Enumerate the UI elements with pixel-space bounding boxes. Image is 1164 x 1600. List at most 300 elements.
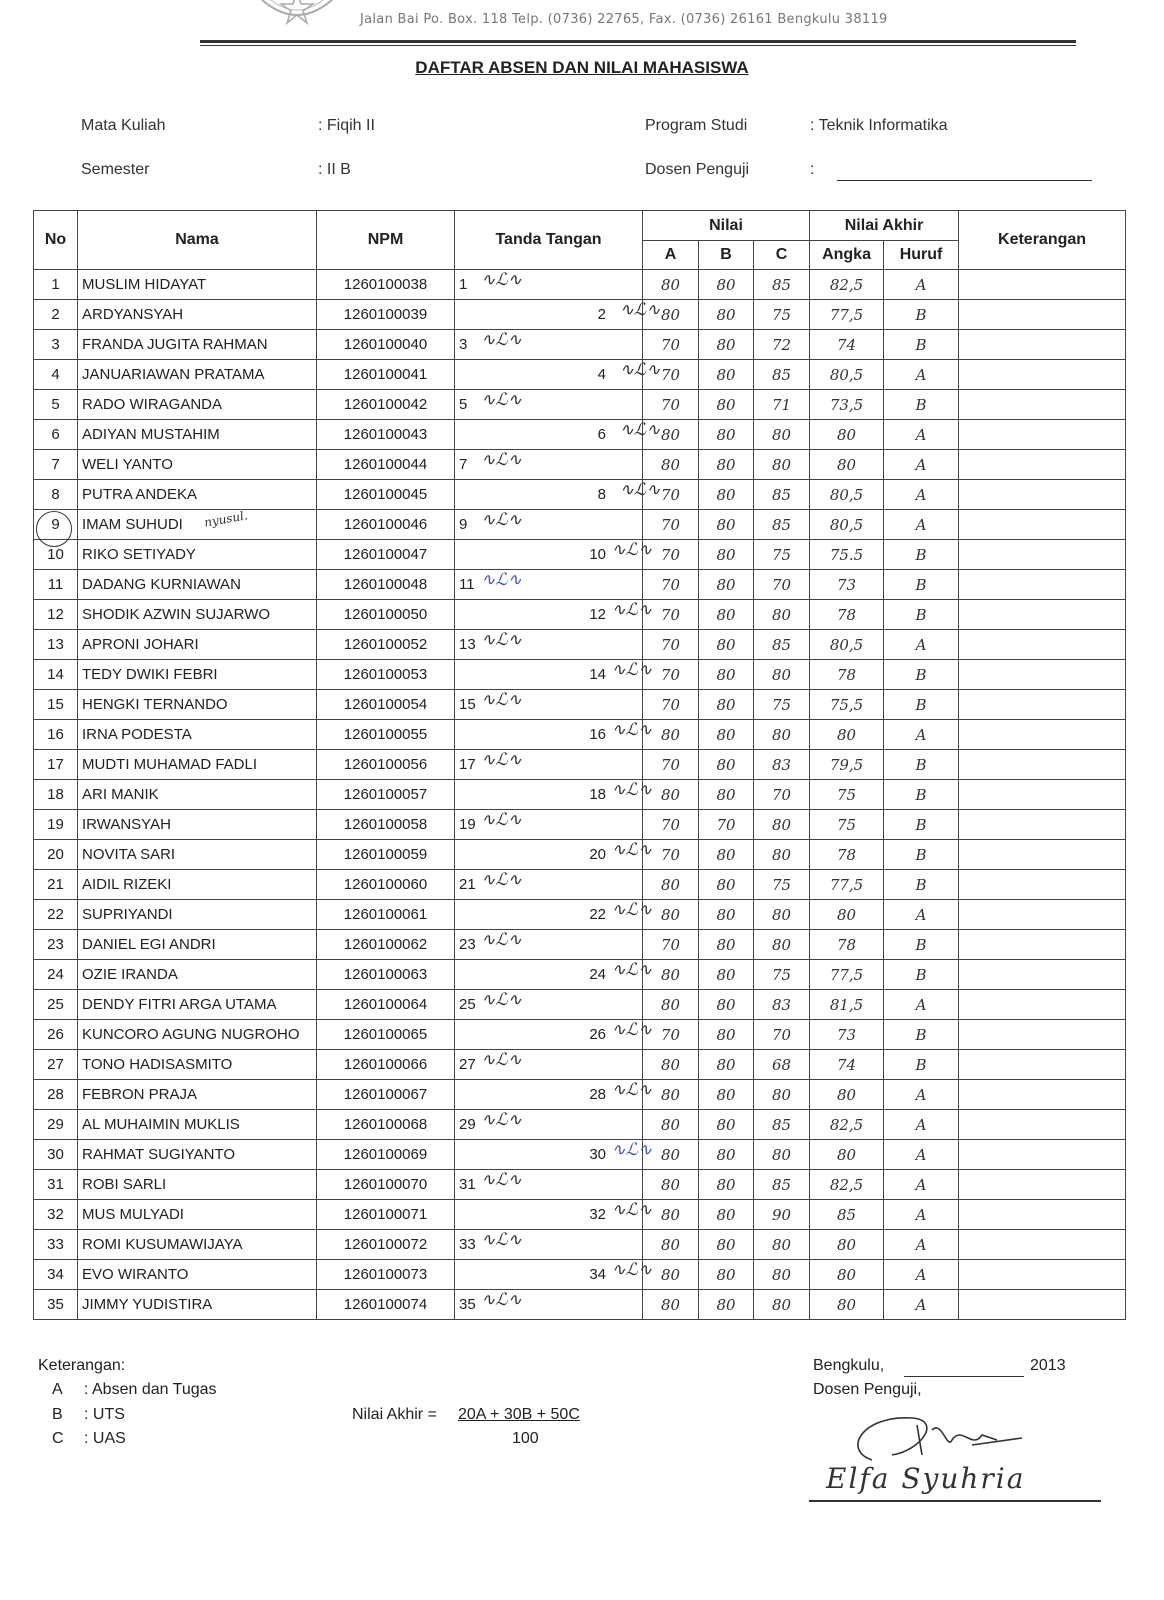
student-npm: 1260100066 xyxy=(317,1050,455,1080)
final-score-letter: A xyxy=(884,360,959,390)
table-row xyxy=(34,1110,1126,1140)
score-b: 80 xyxy=(699,510,754,540)
examiner-signature xyxy=(822,1410,1052,1470)
row-number: 4 xyxy=(34,360,78,390)
score-b: 80 xyxy=(699,270,754,300)
table-row xyxy=(34,270,1126,300)
row-number: 7 xyxy=(34,450,78,480)
score-a: 80 xyxy=(643,1170,699,1200)
signature-number: 9 xyxy=(459,516,468,533)
institution-logo xyxy=(242,0,352,30)
final-score-number: 80 xyxy=(810,1140,884,1170)
table-row xyxy=(34,1170,1126,1200)
handwritten-signature: ∿ℒ∿ xyxy=(481,690,522,710)
table-row xyxy=(34,330,1126,360)
row-number: 1 xyxy=(34,270,78,300)
final-score-letter: B xyxy=(884,330,959,360)
student-npm: 1260100059 xyxy=(317,840,455,870)
score-a: 80 xyxy=(643,990,699,1020)
remarks-cell xyxy=(959,360,1126,390)
header-rule xyxy=(200,40,1076,43)
student-name: ARI MANIK xyxy=(78,780,317,810)
row-number: 14 xyxy=(34,660,78,690)
handwritten-signature: ∿ℒ∿ xyxy=(611,660,653,680)
signature-number: 32 xyxy=(589,1206,606,1223)
score-b: 80 xyxy=(699,1260,754,1290)
final-score-number: 77,5 xyxy=(810,960,884,990)
row-number: 17 xyxy=(34,750,78,780)
header-rule-thin xyxy=(200,45,1076,46)
row-number: 25 xyxy=(34,990,78,1020)
handwritten-signature: ∿ℒ∿ xyxy=(481,630,522,650)
final-score-letter: B xyxy=(884,840,959,870)
remarks-cell xyxy=(959,1260,1126,1290)
score-b: 80 xyxy=(699,1170,754,1200)
col-header-a: A xyxy=(643,241,699,270)
legend-b-text: : UTS xyxy=(84,1406,125,1423)
signature-number: 14 xyxy=(589,666,606,683)
remarks-cell xyxy=(959,270,1126,300)
final-score-letter: A xyxy=(884,1260,959,1290)
final-score-letter: B xyxy=(884,1020,959,1050)
student-npm: 1260100063 xyxy=(317,960,455,990)
score-a: 80 xyxy=(643,1230,699,1260)
remarks-cell xyxy=(959,960,1126,990)
header-address: Jalan Bai Po. Box. 118 Telp. (0736) 22765, Fax. (0736) 26161 Bengkulu 38119 xyxy=(360,12,888,27)
table-row xyxy=(34,1200,1126,1230)
handwritten-signature: ∿ℒ∿ xyxy=(611,540,653,560)
handwritten-signature: ∿ℒ∿ xyxy=(619,300,661,320)
score-a: 80 xyxy=(643,720,699,750)
score-c: 71 xyxy=(754,390,810,420)
student-npm: 1260100056 xyxy=(317,750,455,780)
table-row xyxy=(34,960,1126,990)
row-number: 8 xyxy=(34,480,78,510)
remarks-cell xyxy=(959,1200,1126,1230)
table-row xyxy=(34,990,1126,1020)
score-b: 80 xyxy=(699,900,754,930)
student-name: KUNCORO AGUNG NUGROHO xyxy=(78,1020,317,1050)
signature-cell xyxy=(455,510,643,540)
score-b: 80 xyxy=(699,1200,754,1230)
table-row xyxy=(34,750,1126,780)
row-number: 24 xyxy=(34,960,78,990)
signature-cell xyxy=(455,1020,653,1050)
col-header-tanda-tangan: Tanda Tangan xyxy=(455,211,643,270)
col-header-huruf: Huruf xyxy=(884,241,959,270)
final-score-number: 75 xyxy=(810,810,884,840)
remarks-cell xyxy=(959,990,1126,1020)
student-name: SUPRIYANDI xyxy=(78,900,317,930)
student-npm: 1260100048 xyxy=(317,570,455,600)
table-row xyxy=(34,1020,1126,1050)
final-score-letter: A xyxy=(884,510,959,540)
final-score-letter: A xyxy=(884,1110,959,1140)
signature-cell xyxy=(455,450,643,480)
handwritten-signature: ∿ℒ∿ xyxy=(611,780,653,800)
score-c: 80 xyxy=(754,450,810,480)
handwritten-signature: ∿ℒ∿ xyxy=(611,960,653,980)
table-row xyxy=(34,1140,1126,1170)
signature-cell xyxy=(455,570,643,600)
table-row xyxy=(34,1290,1126,1320)
student-npm: 1260100072 xyxy=(317,1230,455,1260)
handwritten-signature: ∿ℒ∿ xyxy=(481,1290,522,1310)
score-c: 85 xyxy=(754,270,810,300)
final-score-letter: A xyxy=(884,1170,959,1200)
score-b: 80 xyxy=(699,780,754,810)
table-row xyxy=(34,630,1126,660)
row-number: 21 xyxy=(34,870,78,900)
remarks-cell xyxy=(959,300,1126,330)
final-score-number: 82,5 xyxy=(810,1170,884,1200)
score-a: 70 xyxy=(643,840,699,870)
score-b: 80 xyxy=(699,840,754,870)
score-b: 80 xyxy=(699,330,754,360)
table-row xyxy=(34,510,1126,540)
student-npm: 1260100069 xyxy=(317,1140,455,1170)
student-npm: 1260100042 xyxy=(317,390,455,420)
student-name: RADO WIRAGANDA xyxy=(78,390,317,420)
final-score-number: 73,5 xyxy=(810,390,884,420)
student-npm: 1260100052 xyxy=(317,630,455,660)
table-row xyxy=(34,870,1126,900)
student-name: RAHMAT SUGIYANTO xyxy=(78,1140,317,1170)
signature-line xyxy=(809,1500,1101,1502)
table-row xyxy=(34,690,1126,720)
row-number: 35 xyxy=(34,1290,78,1320)
final-score-letter: A xyxy=(884,1290,959,1320)
student-name: WELI YANTO xyxy=(78,450,317,480)
row-number: 12 xyxy=(34,600,78,630)
score-b: 80 xyxy=(699,960,754,990)
score-c: 83 xyxy=(754,750,810,780)
score-a: 80 xyxy=(643,1140,699,1170)
row-number: 26 xyxy=(34,1020,78,1050)
final-score-number: 80,5 xyxy=(810,480,884,510)
final-score-letter: A xyxy=(884,420,959,450)
score-c: 80 xyxy=(754,420,810,450)
student-name: IRNA PODESTA xyxy=(78,720,317,750)
row-number: 2 xyxy=(34,300,78,330)
remarks-cell xyxy=(959,330,1126,360)
final-score-number: 80 xyxy=(810,1260,884,1290)
student-name: ARDYANSYAH xyxy=(78,300,317,330)
handwritten-signature: ∿ℒ∿ xyxy=(481,870,522,890)
score-a: 70 xyxy=(643,570,699,600)
final-score-letter: B xyxy=(884,750,959,780)
signature-number: 33 xyxy=(459,1236,476,1253)
remarks-cell xyxy=(959,930,1126,960)
col-header-npm: NPM xyxy=(317,211,455,270)
signature-number: 10 xyxy=(589,546,606,563)
remarks-cell xyxy=(959,480,1126,510)
remarks-cell xyxy=(959,1050,1126,1080)
signature-cell xyxy=(455,360,661,390)
signature-number: 27 xyxy=(459,1056,476,1073)
signature-number: 21 xyxy=(459,876,476,893)
signature-number: 12 xyxy=(589,606,606,623)
score-a: 70 xyxy=(643,600,699,630)
remarks-cell xyxy=(959,780,1126,810)
remarks-cell xyxy=(959,1080,1126,1110)
row-number: 30 xyxy=(34,1140,78,1170)
final-score-letter: B xyxy=(884,810,959,840)
handwritten-signature: ∿ℒ∿ xyxy=(611,1020,653,1040)
row-number: 3 xyxy=(34,330,78,360)
student-name: FRANDA JUGITA RAHMAN xyxy=(78,330,317,360)
table-row xyxy=(34,540,1126,570)
student-name: TEDY DWIKI FEBRI xyxy=(78,660,317,690)
final-score-number: 75,5 xyxy=(810,690,884,720)
table-row xyxy=(34,1230,1126,1260)
score-a: 80 xyxy=(643,300,699,330)
formula-label: Nilai Akhir = xyxy=(352,1406,437,1423)
signature-number: 5 xyxy=(459,396,468,413)
score-b: 80 xyxy=(699,870,754,900)
score-c: 80 xyxy=(754,1230,810,1260)
score-b: 80 xyxy=(699,930,754,960)
signature-number: 15 xyxy=(459,696,476,713)
place-label: Bengkulu, xyxy=(813,1357,885,1374)
table-row xyxy=(34,900,1126,930)
score-c: 80 xyxy=(754,1260,810,1290)
row-number: 6 xyxy=(34,420,78,450)
signature-number: 28 xyxy=(589,1086,606,1103)
score-c: 80 xyxy=(754,600,810,630)
handwritten-signature: ∿ℒ∿ xyxy=(481,930,522,950)
row-number: 27 xyxy=(34,1050,78,1080)
student-npm: 1260100053 xyxy=(317,660,455,690)
student-name: APRONI JOHARI xyxy=(78,630,317,660)
final-score-number: 80 xyxy=(810,720,884,750)
score-b: 70 xyxy=(699,810,754,840)
final-score-letter: B xyxy=(884,300,959,330)
signature-number: 13 xyxy=(459,636,476,653)
row-number: 31 xyxy=(34,1170,78,1200)
student-npm: 1260100071 xyxy=(317,1200,455,1230)
handwritten-signature: ∿ℒ∿ xyxy=(481,390,522,410)
remarks-cell xyxy=(959,1170,1126,1200)
final-score-number: 74 xyxy=(810,1050,884,1080)
row-number: 11 xyxy=(34,570,78,600)
program-studi-label: Program Studi xyxy=(645,117,748,134)
handwritten-signature: ∿ℒ∿ xyxy=(481,1110,522,1130)
final-score-letter: A xyxy=(884,630,959,660)
student-name: DANIEL EGI ANDRI xyxy=(78,930,317,960)
student-name: IRWANSYAH xyxy=(78,810,317,840)
score-a: 70 xyxy=(643,390,699,420)
signature-number: 22 xyxy=(589,906,606,923)
signature-cell xyxy=(455,780,653,810)
final-score-letter: A xyxy=(884,1140,959,1170)
signature-cell xyxy=(455,420,661,450)
score-b: 80 xyxy=(699,300,754,330)
final-score-number: 77,5 xyxy=(810,300,884,330)
student-name: OZIE IRANDA xyxy=(78,960,317,990)
final-score-number: 78 xyxy=(810,840,884,870)
score-b: 80 xyxy=(699,600,754,630)
signature-cell xyxy=(455,1050,643,1080)
final-score-letter: B xyxy=(884,540,959,570)
signature-number: 23 xyxy=(459,936,476,953)
page-title: DAFTAR ABSEN DAN NILAI MAHASISWA xyxy=(415,58,749,77)
mata-kuliah-label: Mata Kuliah xyxy=(81,117,166,134)
score-a: 70 xyxy=(643,750,699,780)
final-score-letter: A xyxy=(884,270,959,300)
student-npm: 1260100058 xyxy=(317,810,455,840)
score-a: 70 xyxy=(643,1020,699,1050)
signature-cell xyxy=(455,330,643,360)
legend-a-text: : Absen dan Tugas xyxy=(84,1381,217,1398)
final-score-number: 80 xyxy=(810,1230,884,1260)
remarks-cell xyxy=(959,1140,1126,1170)
score-b: 80 xyxy=(699,990,754,1020)
signature-cell xyxy=(455,1110,643,1140)
remarks-cell xyxy=(959,1020,1126,1050)
final-score-number: 78 xyxy=(810,600,884,630)
signature-cell xyxy=(455,1200,653,1230)
student-npm: 1260100038 xyxy=(317,270,455,300)
student-name: HENGKI TERNANDO xyxy=(78,690,317,720)
score-b: 80 xyxy=(699,720,754,750)
remarks-cell xyxy=(959,420,1126,450)
final-score-number: 77,5 xyxy=(810,870,884,900)
signature-number: 16 xyxy=(589,726,606,743)
legend-a-letter: A xyxy=(52,1381,63,1398)
handwritten-signature: ∿ℒ∿ xyxy=(481,990,522,1010)
signature-cell xyxy=(455,840,653,870)
table-row xyxy=(34,300,1126,330)
student-npm: 1260100050 xyxy=(317,600,455,630)
score-c: 80 xyxy=(754,720,810,750)
score-c: 75 xyxy=(754,540,810,570)
table-row xyxy=(34,810,1126,840)
score-a: 80 xyxy=(643,1290,699,1320)
table-row xyxy=(34,450,1126,480)
student-name: SHODIK AZWIN SUJARWO xyxy=(78,600,317,630)
student-name: IMAM SUHUDI xyxy=(78,510,317,540)
col-header-c: C xyxy=(754,241,810,270)
handwritten-signature: ∿ℒ∿ xyxy=(619,420,661,440)
handwritten-signature: ∿ℒ∿ xyxy=(611,600,653,620)
final-score-number: 81,5 xyxy=(810,990,884,1020)
score-c: 90 xyxy=(754,1200,810,1230)
signer-name: Elfa Syuhria xyxy=(826,1462,1026,1495)
score-c: 85 xyxy=(754,480,810,510)
score-b: 80 xyxy=(699,1230,754,1260)
date-blank-line xyxy=(904,1376,1024,1377)
row-number: 20 xyxy=(34,840,78,870)
row-number: 33 xyxy=(34,1230,78,1260)
handwritten-signature: ∿ℒ∿ xyxy=(481,1050,522,1070)
row-number: 9 xyxy=(34,510,78,540)
col-header-nilai-akhir: Nilai Akhir xyxy=(810,211,959,241)
final-score-letter: A xyxy=(884,1230,959,1260)
signature-cell xyxy=(455,810,643,840)
student-npm: 1260100043 xyxy=(317,420,455,450)
student-name: FEBRON PRAJA xyxy=(78,1080,317,1110)
final-score-letter: A xyxy=(884,990,959,1020)
score-a: 80 xyxy=(643,1050,699,1080)
score-c: 75 xyxy=(754,870,810,900)
student-name: JANUARIAWAN PRATAMA xyxy=(78,360,317,390)
signature-number: 4 xyxy=(597,366,606,383)
student-name: DADANG KURNIAWAN xyxy=(78,570,317,600)
handwritten-signature: ∿ℒ∿ xyxy=(619,480,661,500)
final-score-letter: B xyxy=(884,690,959,720)
final-score-number: 82,5 xyxy=(810,1110,884,1140)
final-score-number: 85 xyxy=(810,1200,884,1230)
table-row xyxy=(34,1260,1126,1290)
final-score-number: 80 xyxy=(810,420,884,450)
table-row xyxy=(34,420,1126,450)
student-npm: 1260100065 xyxy=(317,1020,455,1050)
final-score-number: 75 xyxy=(810,780,884,810)
col-header-b: B xyxy=(699,241,754,270)
handwritten-signature: ∿ℒ∿ xyxy=(481,810,522,830)
table-row xyxy=(34,600,1126,630)
row-9-handwritten-note: nyusul. xyxy=(203,508,249,530)
signature-cell xyxy=(455,1080,653,1110)
score-c: 75 xyxy=(754,960,810,990)
score-b: 80 xyxy=(699,660,754,690)
final-score-letter: A xyxy=(884,720,959,750)
student-npm: 1260100040 xyxy=(317,330,455,360)
handwritten-signature: ∿ℒ∿ xyxy=(611,1200,653,1220)
score-c: 70 xyxy=(754,1020,810,1050)
final-score-letter: B xyxy=(884,780,959,810)
signature-cell xyxy=(455,600,653,630)
handwritten-signature: ∿ℒ∿ xyxy=(619,360,661,380)
remarks-cell xyxy=(959,510,1126,540)
student-name: ADIYAN MUSTAHIM xyxy=(78,420,317,450)
remarks-cell xyxy=(959,870,1126,900)
signature-number: 1 xyxy=(459,276,468,293)
table-row xyxy=(34,930,1126,960)
student-name: MUSLIM HIDAYAT xyxy=(78,270,317,300)
remarks-cell xyxy=(959,840,1126,870)
signature-number: 19 xyxy=(459,816,476,833)
signature-cell xyxy=(455,660,653,690)
score-b: 80 xyxy=(699,1080,754,1110)
signature-cell xyxy=(455,720,653,750)
table-row xyxy=(34,1050,1126,1080)
row-9-circle-mark xyxy=(36,511,72,547)
score-c: 80 xyxy=(754,840,810,870)
remarks-cell xyxy=(959,630,1126,660)
student-name: PUTRA ANDEKA xyxy=(78,480,317,510)
row-number: 23 xyxy=(34,930,78,960)
row-number: 29 xyxy=(34,1110,78,1140)
dosen-penguji-blank-line xyxy=(837,180,1092,181)
student-npm: 1260100046 xyxy=(317,510,455,540)
student-name: NOVITA SARI xyxy=(78,840,317,870)
remarks-cell xyxy=(959,690,1126,720)
signature-number: 31 xyxy=(459,1176,476,1193)
score-c: 85 xyxy=(754,360,810,390)
row-number: 16 xyxy=(34,720,78,750)
final-score-number: 80,5 xyxy=(810,630,884,660)
signature-cell xyxy=(455,630,643,660)
final-score-letter: B xyxy=(884,930,959,960)
score-c: 80 xyxy=(754,900,810,930)
table-row xyxy=(34,840,1126,870)
signature-number: 35 xyxy=(459,1296,476,1313)
final-score-number: 73 xyxy=(810,570,884,600)
col-header-no: No xyxy=(34,211,78,270)
score-b: 80 xyxy=(699,1020,754,1050)
